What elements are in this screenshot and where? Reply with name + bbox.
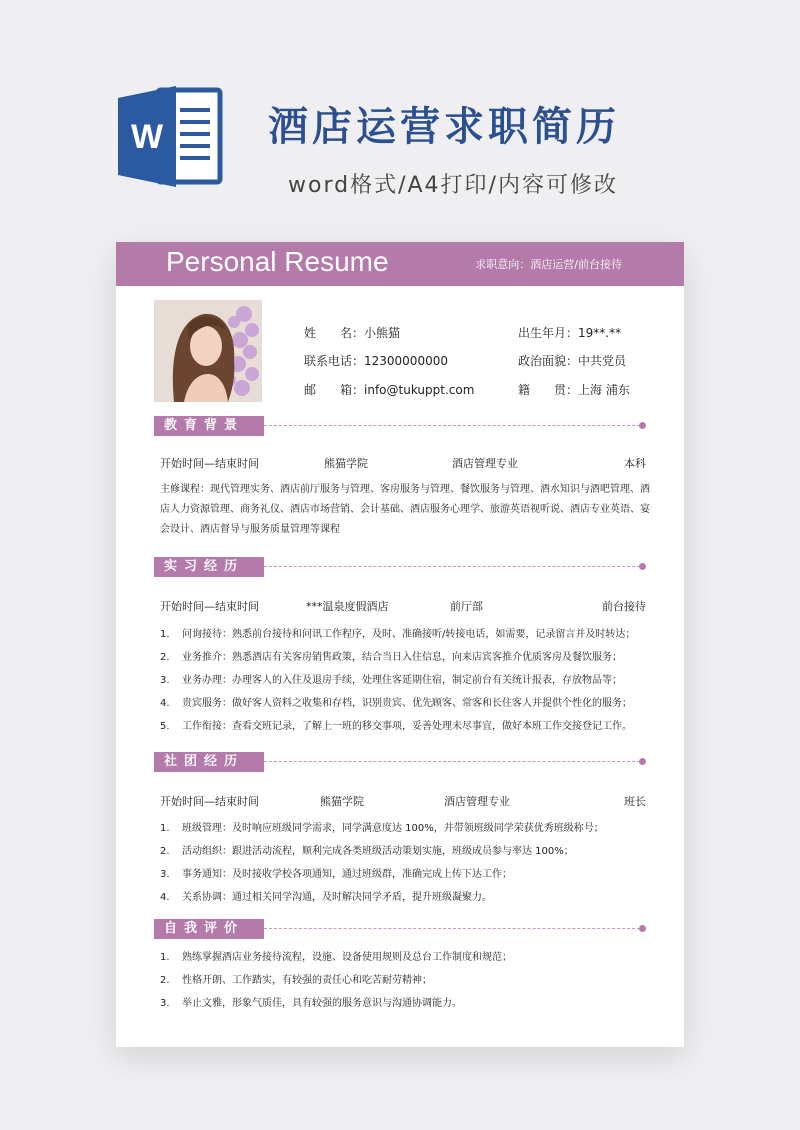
divider bbox=[264, 761, 640, 762]
list-item: 1. 熟练掌握酒店业务接待流程，设施、设备使用规则及总台工作制度和规范； bbox=[160, 952, 512, 963]
club-role: 班长 bbox=[624, 795, 646, 808]
list-item: 3. 举止文雅，形象气质佳，具有较强的服务意识与沟通协调能力。 bbox=[160, 998, 462, 1009]
club-list bbox=[160, 817, 650, 909]
list-item: 1. 问询接待：熟悉前台接待和问讯工作程序，及时、准确接听/转接电话，如需要，记录留言并及时转达； bbox=[160, 629, 636, 640]
list-item: 2. 性格开朗、工作踏实，有较强的责任心和吃苦耐劳精神； bbox=[160, 975, 432, 986]
section-education bbox=[154, 416, 646, 436]
word-icon bbox=[118, 84, 228, 189]
club-row bbox=[160, 793, 646, 809]
info-email: 邮 箱：info@tukuppt.com bbox=[304, 383, 475, 397]
edu-courses: 主修课程：现代管理实务、酒店前厅服务与管理、客房服务与管理、餐饮服务与管理、酒水知识与酒吧管理、酒店人力资源管理、商务礼仪、酒店市场营销、会计基础、酒店服务心理学、旅游英语视听说、酒店专业英语、宴会设计、酒店督导与服务质量管理等课程 bbox=[160, 484, 650, 535]
list-item: 2. 活动组织：跟进活动流程，顺利完成各类班级活动策划实施，班级成员参与率达 100%； bbox=[160, 846, 574, 857]
edu-time: 开始时间—结束时间 bbox=[160, 457, 259, 470]
club-major: 酒店管理专业 bbox=[444, 795, 510, 808]
intern-company: ***温泉度假酒店 bbox=[306, 600, 389, 613]
section-title: 社团经历 bbox=[154, 752, 264, 772]
edu-school: 熊猫学院 bbox=[324, 457, 368, 470]
resume-label: Personal Resume bbox=[166, 246, 389, 277]
intern-dept: 前厅部 bbox=[450, 600, 483, 613]
page-subtitle: word格式/A4打印/内容可修改 bbox=[288, 173, 618, 198]
job-intent: 求职意向：酒店运营/前台接待 bbox=[475, 258, 622, 271]
section-internship bbox=[154, 557, 646, 577]
page-title: 酒店运营求职简历 bbox=[268, 104, 620, 150]
info-birth: 出生年月：19**.** bbox=[518, 326, 622, 340]
bullet-dot-icon bbox=[639, 758, 646, 765]
list-item: 4. 贵宾服务：做好客人资料之收集和存档，识别贵宾、优先顾客、常客和长住客人并提供个性化的服务； bbox=[160, 698, 632, 709]
section-title: 自我评价 bbox=[154, 919, 264, 939]
section-title: 教育背景 bbox=[154, 416, 264, 436]
section-self bbox=[154, 919, 646, 939]
list-item: 5. 工作衔接：查看交班记录，了解上一班的移交事项，妥善处理未尽事宜，做好本班工作交接登记工作。 bbox=[160, 721, 632, 732]
edu-degree: 本科 bbox=[624, 457, 646, 470]
bullet-dot-icon bbox=[639, 925, 646, 932]
intern-time: 开始时间—结束时间 bbox=[160, 600, 259, 613]
info-native: 籍 贯：上海 浦东 bbox=[518, 383, 630, 397]
bullet-dot-icon bbox=[639, 422, 646, 429]
list-item: 3. 事务通知：及时接收学校各项通知，通过班级群，准确完成上传下达工作； bbox=[160, 869, 512, 880]
club-time: 开始时间—结束时间 bbox=[160, 795, 259, 808]
info-phone: 联系电话：12300000000 bbox=[304, 354, 448, 368]
bullet-dot-icon bbox=[639, 563, 646, 570]
list-item: 2. 业务推介：熟悉酒店有关客房销售政策，结合当日入住信息，向来店宾客推介优质客房及餐饮服务； bbox=[160, 652, 622, 663]
edu-major: 酒店管理专业 bbox=[452, 457, 518, 470]
divider bbox=[264, 566, 640, 567]
svg-text:W: W bbox=[130, 118, 164, 156]
resume-paper bbox=[116, 242, 684, 1047]
divider bbox=[264, 928, 640, 929]
section-club bbox=[154, 752, 646, 772]
profile-photo bbox=[154, 300, 262, 402]
divider bbox=[264, 425, 640, 426]
self-list bbox=[160, 946, 650, 1015]
internship-row bbox=[160, 598, 646, 614]
internship-list bbox=[160, 623, 650, 738]
list-item: 3. 业务办理：办理客人的入住及退房手续，处理住客延期住宿，制定前台有关统计报表，存放物品等； bbox=[160, 675, 622, 686]
info-name: 姓 名：小熊猫 bbox=[304, 326, 401, 340]
info-politics: 政治面貌：中共党员 bbox=[518, 354, 627, 368]
list-item: 1. 班级管理：及时响应班级同学需求，同学满意度达 100%，并带领班级同学荣获优秀班级称号； bbox=[160, 823, 604, 834]
list-item: 4. 关系协调：通过相关同学沟通，及时解决同学矛盾，提升班级凝聚力。 bbox=[160, 892, 492, 903]
club-org: 熊猫学院 bbox=[320, 795, 364, 808]
education-row bbox=[160, 455, 646, 471]
resume-topbar bbox=[116, 242, 684, 286]
section-title: 实习经历 bbox=[154, 557, 264, 577]
intern-position: 前台接待 bbox=[602, 600, 646, 613]
